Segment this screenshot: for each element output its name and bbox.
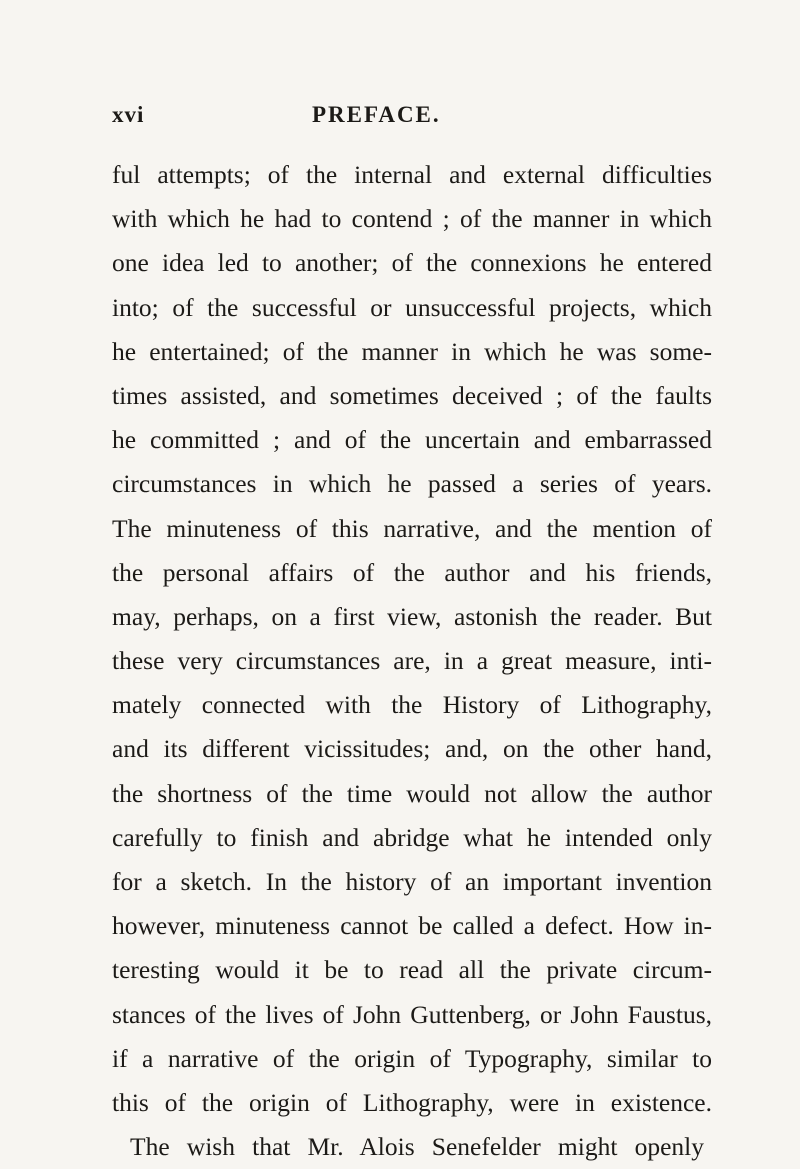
text-line: he committed ; and of the uncertain and embarrassed xyxy=(112,425,712,455)
page-header xyxy=(112,102,712,136)
text-line: with which he had to contend ; of the manner in which xyxy=(112,204,712,234)
text-line: these very circumstances are, in a great measure, inti- xyxy=(112,646,712,676)
text-line: carefully to finish and abridge what he intended only xyxy=(112,822,712,852)
text-line: times assisted, and sometimes deceived ; of the faults xyxy=(112,380,712,410)
text-line: for a sketch. In the history of an important invention xyxy=(112,867,712,896)
text-line: stances of the lives of John Guttenberg, or John Faustus, xyxy=(112,999,712,1029)
text-line: this of the origin of Lithography, were in existence. xyxy=(112,1087,712,1117)
text-line: circumstances in which he passed a series of years. xyxy=(112,469,712,499)
text-line: he entertained; of the manner in which he was some- xyxy=(112,336,712,366)
text-line: ful attempts; of the internal and external difficulties xyxy=(112,160,712,189)
text-line: and its different vicissitudes; and, on the other hand, xyxy=(112,734,712,764)
text-line: may, perhaps, on a first view, astonish the reader. But xyxy=(112,601,712,631)
body-text xyxy=(112,153,712,1169)
text-line: if a narrative of the origin of Typography, similar to xyxy=(112,1043,712,1073)
text-line: teresting would it be to read all the private circum- xyxy=(112,955,712,985)
text-line: the personal affairs of the author and his friends, xyxy=(112,557,712,587)
text-line: into; of the successful or unsuccessful projects, which xyxy=(112,292,712,322)
text-line: one idea led to another; of the connexions he entered xyxy=(112,248,712,278)
text-line: however, minuteness cannot be called a defect. How in- xyxy=(112,911,712,941)
text-line: The wish that Mr. Alois Senefelder might openly xyxy=(130,1132,704,1162)
text-line: The minuteness of this narrative, and the mention of xyxy=(112,513,712,543)
running-title: PREFACE. xyxy=(312,102,441,127)
page-number: xvi xyxy=(112,102,145,127)
text-line: mately connected with the History of Lithography, xyxy=(112,690,712,720)
text-line: the shortness of the time would not allow the author xyxy=(112,778,712,808)
